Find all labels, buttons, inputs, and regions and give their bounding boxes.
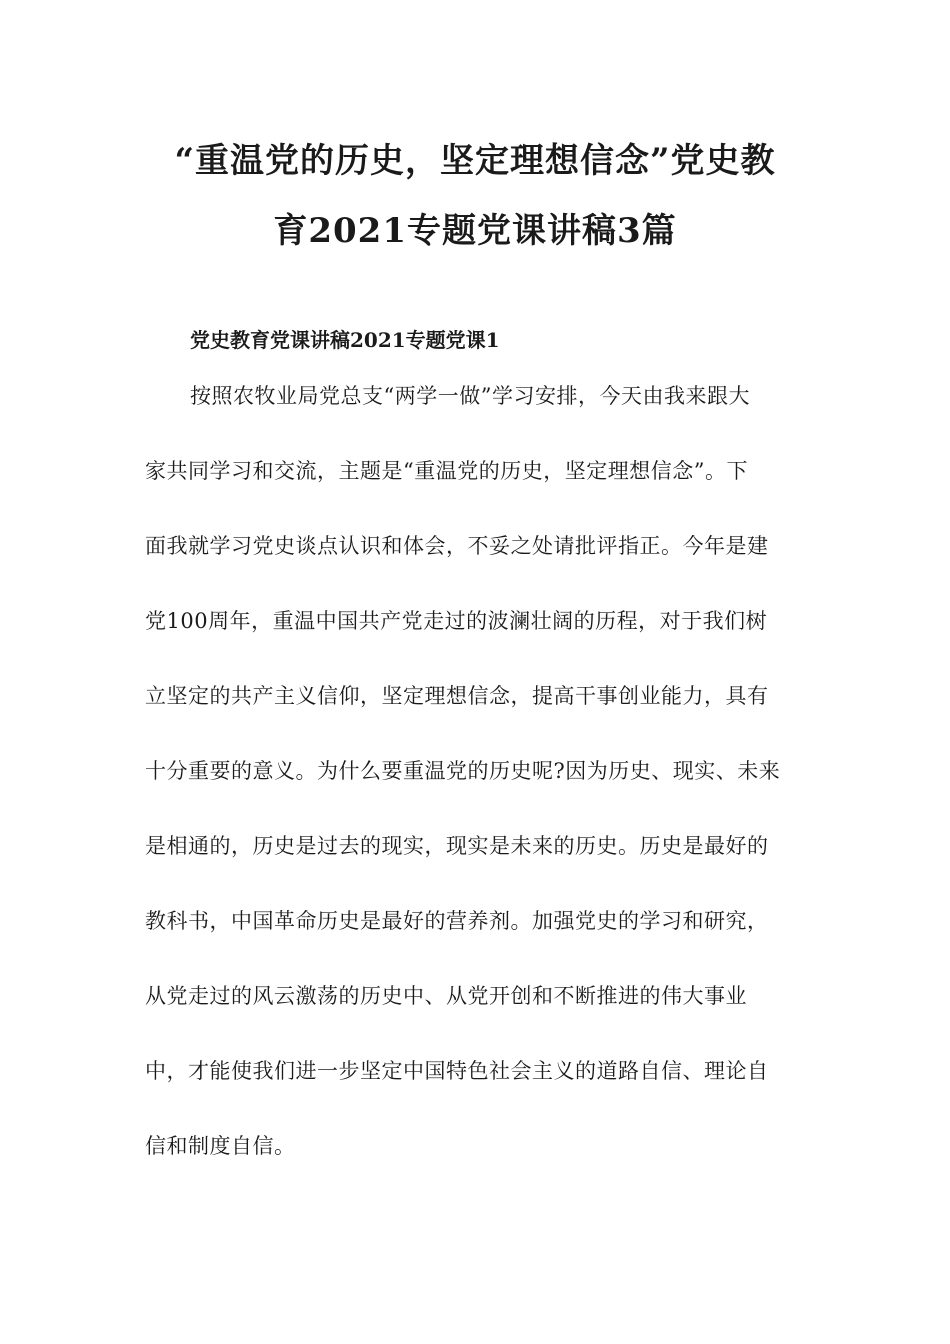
document-title-line-1: “重温党的历史，坚定理想信念”党史教 <box>174 141 776 181</box>
body-line: 中，才能使我们进一步坚定中国特色社会主义的道路自信、理论自 <box>145 1059 769 1083</box>
body-line: 教科书，中国革命历史是最好的营养剂。加强党史的学习和研究， <box>145 909 769 933</box>
body-line: 是相通的，历史是过去的现实，现实是未来的历史。历史是最好的 <box>145 834 769 858</box>
body-line: 立坚定的共产主义信仰，坚定理想信念，提高干事创业能力，具有 <box>145 684 769 708</box>
body-line: 面我就学习党史谈点认识和体会，不妥之处请批评指正。今年是建 <box>145 534 769 558</box>
body-line: 党100周年，重温中国共产党走过的波澜壮阔的历程，对于我们树 <box>145 609 768 633</box>
body-line: 按照农牧业局党总支“两学一做”学习安排，今天由我来跟大 <box>190 384 750 408</box>
document-title-line-2: 育2021专题党课讲稿3篇 <box>273 211 677 251</box>
section-heading: 党史教育党课讲稿2021专题党课1 <box>190 328 500 352</box>
body-line: 从党走过的风云激荡的历史中、从党开创和不断推进的伟大事业 <box>145 984 747 1008</box>
body-line: 家共同学习和交流，主题是“重温党的历史，坚定理想信念”。下 <box>145 459 748 483</box>
body-line: 十分重要的意义。为什么要重温党的历史呢?因为历史、现实、未来 <box>145 759 781 783</box>
body-line: 信和制度自信。 <box>145 1134 296 1158</box>
